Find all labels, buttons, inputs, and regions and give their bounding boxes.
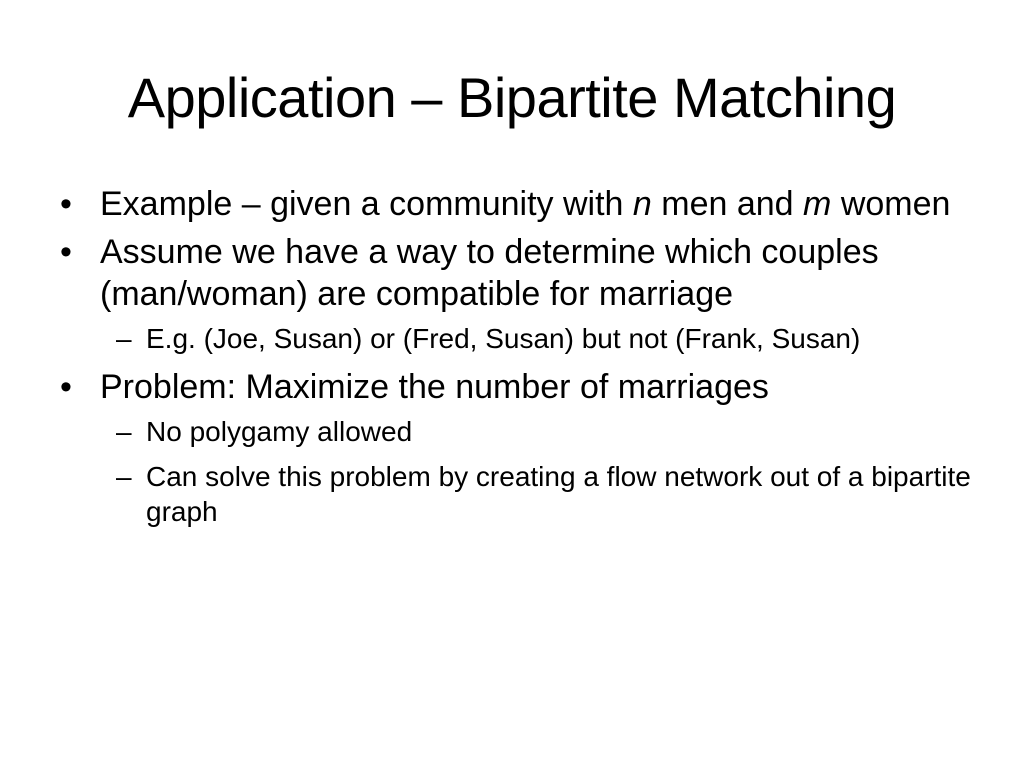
sub-bullet-item-example-couples <box>60 321 990 356</box>
variable-m: m <box>803 185 832 223</box>
slide-title: Application – Bipartite Matching <box>127 66 897 129</box>
sub-bullet-marker: – <box>116 461 132 492</box>
sub-bullet-marker: – <box>116 323 132 354</box>
sub-bullet-item-no-polygamy <box>60 414 990 449</box>
sub-bullet-text: No polygamy allowed <box>146 416 413 447</box>
sub-bullet-text: Can solve this problem by creating a flow network out of a bipartite graph <box>146 461 971 527</box>
bullet-text: Problem: Maximize the number of marriages <box>100 368 769 406</box>
sub-bullet-item-flow-network <box>60 459 990 529</box>
bullet-text: Assume we have a way to determine which couples (man/woman) are compatible for marriage <box>100 233 879 313</box>
bullet-item-problem <box>60 366 990 408</box>
bullet-marker: • <box>60 233 72 271</box>
sub-bullet-marker: – <box>116 416 132 447</box>
bullet-marker: • <box>60 185 72 223</box>
sub-bullet-text: E.g. (Joe, Susan) or (Fred, Susan) but not (Frank, Susan) <box>146 323 861 354</box>
bullet-item-example <box>60 183 990 225</box>
variable-n: n <box>632 185 652 223</box>
bullet-item-assume <box>60 231 990 315</box>
bullet-marker: • <box>60 368 72 406</box>
bullet-text: men and <box>651 185 804 223</box>
slide-body <box>60 183 990 539</box>
bullet-text: women <box>831 185 951 223</box>
bullet-text: Example – given a community with <box>100 185 633 223</box>
